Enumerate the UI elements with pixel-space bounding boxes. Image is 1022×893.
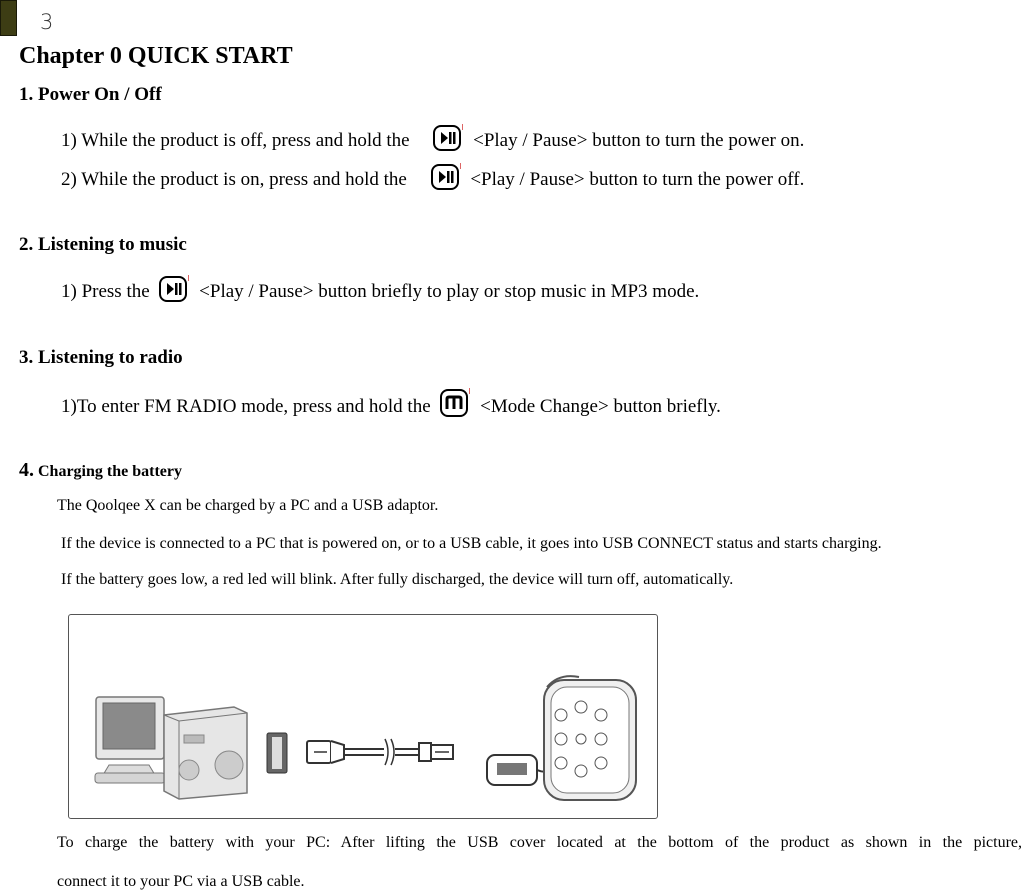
section-heading-music: 2. Listening to music — [19, 234, 187, 255]
usb-port — [267, 733, 287, 773]
mp3-player-device — [544, 676, 636, 800]
charging-illustration-graphic — [69, 615, 657, 818]
power-on-text-pre: 1) While the product is off, press and hold the — [61, 130, 410, 151]
play-pause-icon — [430, 163, 462, 191]
play-pause-icon — [432, 124, 464, 152]
section-heading-radio: 3. Listening to radio — [19, 347, 183, 368]
charging-paragraph-2: If the device is connected to a PC that is powered on, or to a USB cable, it goes into USB CONNECT status and starts charging. — [61, 535, 882, 552]
power-off-line — [61, 163, 804, 191]
play-pause-icon — [158, 275, 190, 303]
pc-monitor — [95, 697, 165, 783]
power-on-line — [61, 124, 804, 152]
power-off-text-pre: 2) While the product is on, press and hold the — [61, 169, 407, 190]
power-off-text-post: <Play / Pause> button to turn the power off. — [470, 169, 805, 190]
section-heading-charging — [19, 459, 182, 482]
radio-line — [61, 388, 721, 418]
section-heading-charging-num: 4. — [19, 459, 34, 481]
section-heading-power: 1. Power On / Off — [19, 84, 162, 105]
music-text-post: <Play / Pause> button briefly to play or stop music in MP3 mode. — [199, 281, 700, 302]
figure-caption-line-1: To charge the battery with your PC: After lifting the USB cover located at the bottom of the product as shown in the picture, — [57, 834, 1022, 851]
chapter-title: Chapter 0 QUICK START — [19, 43, 293, 69]
figure-caption-line-2: connect it to your PC via a USB cable. — [57, 873, 305, 890]
radio-text-post: <Mode Change> button briefly. — [480, 396, 721, 417]
charging-illustration — [68, 614, 658, 819]
music-text-pre: 1) Press the — [61, 281, 150, 302]
mode-change-icon — [439, 388, 471, 418]
section-heading-charging-text: Charging the battery — [38, 463, 182, 480]
charging-paragraph-1: The Qoolqee X can be charged by a PC and a USB adaptor. — [57, 497, 439, 514]
music-line — [61, 275, 699, 303]
mini-usb-plug — [419, 743, 453, 761]
usb-a-plug — [307, 739, 419, 765]
page-marker — [0, 0, 17, 36]
power-on-text-post: <Play / Pause> button to turn the power on. — [473, 130, 805, 151]
charging-paragraph-3: If the battery goes low, a red led will blink. After fully discharged, the device will turn off, automatically. — [61, 571, 734, 588]
page-number: 3 — [40, 10, 54, 34]
radio-text-pre: 1)To enter FM RADIO mode, press and hold the — [61, 396, 431, 417]
pc-tower — [164, 707, 247, 799]
